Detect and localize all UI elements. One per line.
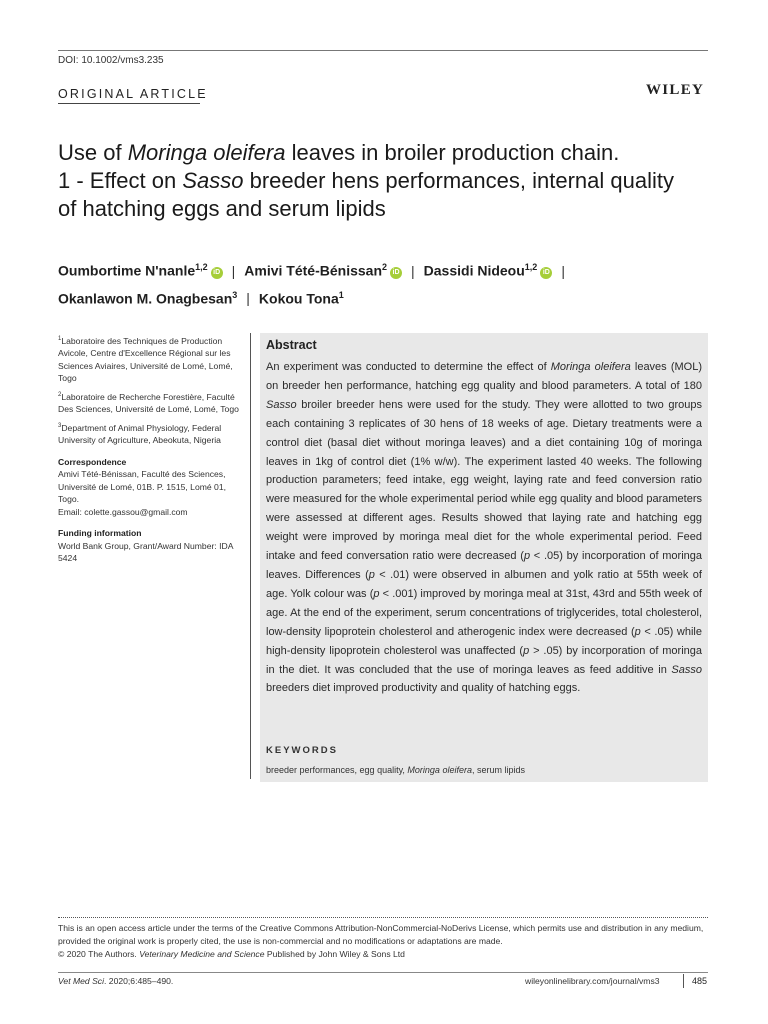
author-name[interactable]: Oumbortime N'nanle (58, 262, 196, 279)
article-info-column (58, 333, 240, 569)
author-line-1: Oumbortime N'nanle$^{1,2}$iD | Amivi Tété-Bénissan$^2$iD | Dassidi Nideou$^{1,2}$iD | (58, 262, 565, 279)
author-list (58, 255, 718, 310)
wiley-logo: WILEY (646, 82, 705, 98)
author-name[interactable]: Dassidi Nideou (423, 262, 525, 279)
author-separator: | (246, 290, 250, 307)
footer-rule (58, 972, 708, 973)
funding-text: World Bank Group, Grant/Award Number: IDA 5424 (58, 540, 233, 564)
article-title (58, 139, 718, 223)
abstract-text: An experiment was conducted to determine the effect of Moringa oleifera leaves (MOL) on breeder hen performance, hatching egg quality and blood parameters. A total of 180 Sasso broiler breeder hens were used for the study. They were allotted to two groups each containing 3 replicates of 30 hens of 18 weeks of age. Dietary treatments were a control diet (basal diet without moringa leaves) and a diet containing 10g of moringa leaves in 1kg of control diet (1% w/w). The experiment lasted 40 weeks. The following production parameters; feed intake, egg weight, laying rate and feed conversion ratio were measured for the whole experimental period while egg quality and blood parameters were assessed at different ages. Results showed that laying rate and hatching egg weight were improved by moringa meal diet for the whole experimental period. Feed intake and feed conversation ratio were decreased (p < .05) by incorporation of moringa leaves. Differences (p < .01) were observed in albumen and yolk ratio at 55th week of age. Yolk colour was (p < .001) improved by moringa meal at 31st, 43rd and 55th week of age. At the end of the experiment, serum concentrations of triglycerides, total cholesterol, low-density lipoprotein cholesterol and atherogenic index were decreased (p < .05) while high-density lipoprotein cholesterol was unaffected (p > .05) by incorporation of moringa in the diet. It was concluded that the use of moringa leaves as feed additive in Sasso breeders diet improved productivity and quality of hatching eggs. (266, 361, 703, 695)
header-rule (58, 50, 708, 51)
title-line-2: 1 - Effect on Sasso breeder hens performances, internal quality (58, 168, 674, 193)
license-footnote (58, 922, 708, 961)
title-line-3: of hatching eggs and serum lipids (58, 196, 386, 221)
orcid-icon[interactable]: iD (540, 267, 552, 279)
author-name[interactable]: Amivi Tété-Bénissan (244, 262, 382, 279)
author-name[interactable]: Okanlawon M. Onagbesan (58, 290, 233, 307)
keywords-text: breeder performances, egg quality, Moringa oleifera, serum lipids (266, 765, 525, 775)
funding-heading: Funding information (58, 528, 142, 539)
column-divider (250, 333, 251, 779)
author-name[interactable]: Kokou Tona (258, 290, 339, 307)
affiliation-1: $^1$Laboratoire des Techniques de Production Avicole, Centre d'Excellence Régional sur les Sciences Aviaires, Université de Lomé, Lomé, Togo (58, 335, 233, 384)
abstract-heading: Abstract (266, 338, 317, 352)
author-separator: | (411, 262, 415, 279)
author-line-2: Okanlawon M. Onagbesan$^3$ | Kokou Tona$^1$ (58, 289, 344, 307)
orcid-icon[interactable]: iD (390, 267, 402, 279)
copyright-text: © 2020 The Authors. Veterinary Medicine and Science Published by John Wiley & Sons Ltd (58, 949, 405, 959)
correspondence-text: Amivi Tété-Bénissan, Faculté des Sciences, Université de Lomé, 01B. P. 1515, Lomé 01, Togo. (58, 469, 227, 505)
correspondence-heading: Correspondence (58, 456, 127, 467)
affiliation-3: $^3$Department of Animal Physiology, Federal University of Agriculture, Abeokuta, Nigeria (58, 422, 222, 446)
citation: Vet Med Sci. 2020;6:485–490. (58, 976, 174, 986)
footnote-rule (58, 917, 708, 918)
article-type-label: ORIGINAL ARTICLE (58, 87, 208, 101)
keywords-heading: KEYWORDS (266, 745, 338, 756)
doi-text[interactable]: DOI: 10.1002/vms3.235 (58, 55, 164, 66)
page-number: 485 (692, 976, 708, 986)
correspondence-email[interactable]: Email: colette.gassou@gmail.com (58, 506, 188, 517)
page-separator (683, 974, 684, 988)
author-separator: | (231, 262, 236, 279)
license-text: This is an open access article under the terms of the Creative Commons Attribution-NonCommercial-NoDerivs License, which permits use and distribution in any medium, provided the original work is properly cited, the use is non-commercial and no modifications or adaptations are made. (58, 923, 704, 946)
orcid-icon[interactable]: iD (211, 267, 223, 279)
article-type-underline (58, 103, 200, 104)
title-line-1: Use of Moringa oleifera leaves in broiler production chain. (58, 140, 620, 165)
author-separator: | (561, 262, 565, 279)
affiliation-2: $^2$Laboratoire de Recherche Forestière, Faculté Des Sciences, Université de Lomé, Lomé, Togo (58, 391, 239, 415)
journal-url[interactable]: wileyonlinelibrary.com/journal/vms3 (525, 976, 660, 986)
